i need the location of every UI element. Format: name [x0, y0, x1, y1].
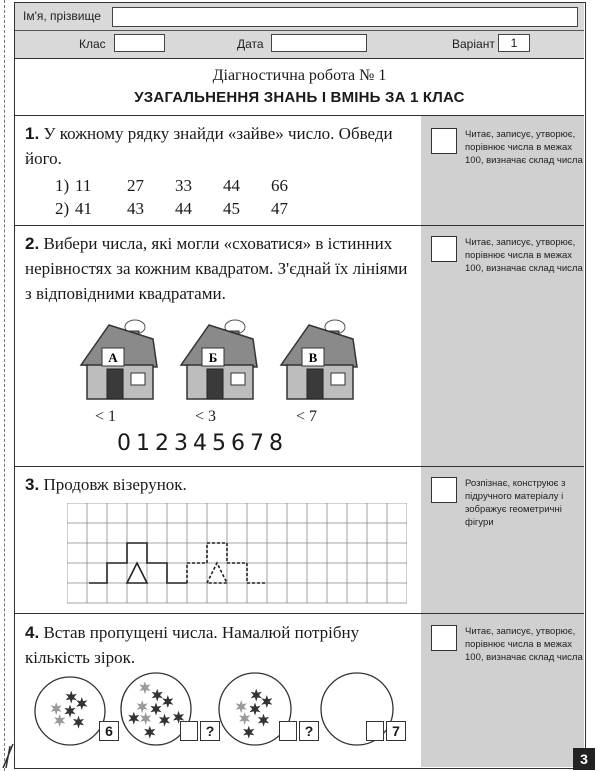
inequality-label: < 7 — [296, 408, 318, 425]
task-text: Встав пропущені числа. Намалюй потрібну кількість зірок. — [25, 623, 360, 667]
task-number: 2. — [25, 234, 40, 253]
star-circle — [33, 675, 107, 747]
cut-line — [4, 0, 6, 771]
house-icon — [273, 315, 363, 405]
assessment-checkbox[interactable] — [431, 625, 457, 651]
skill-text: Розпізнає, конструює з підручного матеріалу і зображує геометричні фігури — [465, 478, 566, 528]
task-number: 3. — [25, 475, 40, 494]
house-letter: Б — [208, 350, 218, 365]
variant-field[interactable]: 1 — [498, 34, 530, 52]
number-item[interactable]: 43 — [127, 199, 144, 218]
task-2 — [25, 231, 417, 306]
number-item[interactable]: 44 — [175, 199, 192, 218]
assessment-checkbox[interactable] — [431, 236, 457, 262]
date-field[interactable] — [271, 34, 367, 52]
digit-row[interactable]: 012345678 — [117, 431, 288, 456]
number-item[interactable]: 45 — [223, 199, 240, 218]
number-item[interactable]: 47 — [271, 199, 288, 218]
house-icon — [173, 315, 263, 405]
number-item[interactable]: 11 — [75, 176, 92, 195]
number-item[interactable]: 41 — [75, 199, 92, 218]
assessment-checkbox[interactable] — [431, 477, 457, 503]
inequality-label: < 3 — [195, 408, 217, 425]
task-text: Вибери числа, які могли «сховатися» в істинних нерівностях за кожним квадратом. З'єднай їх лініями з відповідними квадратами. — [25, 234, 408, 303]
work-subtitle: УЗАГАЛЬНЕННЯ ЗНАНЬ І ВМІНЬ ЗА 1 КЛАС — [134, 89, 465, 106]
skill-text: Читає, записує, утворює, порівнює числа в межах 100, визначає склад числа — [465, 129, 583, 166]
header — [15, 3, 584, 59]
number-item[interactable]: 27 — [127, 176, 144, 195]
house-icon — [73, 315, 163, 405]
skill-text: Читає, записує, утворює, порівнює числа в межах 100, визначає склад числа — [465, 626, 583, 663]
divider — [15, 115, 584, 116]
task-3 — [25, 472, 417, 497]
skill-text: Читає, записує, утворює, порівнює числа в межах 100, визначає склад числа — [465, 237, 583, 274]
task-number: 1. — [25, 124, 40, 143]
row-label: 1) — [55, 176, 70, 195]
name-label: Ім'я, прізвище — [23, 9, 101, 23]
row-label: 2) — [55, 199, 70, 218]
number-row-1 — [55, 176, 355, 198]
number-item[interactable]: 33 — [175, 176, 192, 195]
worksheet — [14, 2, 586, 769]
number-item[interactable]: 66 — [271, 176, 288, 195]
date-label: Дата — [237, 37, 264, 51]
skills-column — [421, 116, 584, 767]
variant-label: Варіант — [452, 37, 495, 51]
task-1 — [25, 121, 417, 171]
task-4 — [25, 620, 417, 670]
number-box[interactable]: 6 — [99, 721, 119, 741]
page-number: 3 — [573, 748, 595, 770]
inequality-label: < 1 — [95, 408, 117, 425]
class-label: Клас — [79, 37, 106, 51]
name-field[interactable] — [112, 7, 578, 27]
number-item[interactable]: 44 — [223, 176, 240, 195]
house-letter: А — [108, 350, 118, 365]
number-box[interactable] — [366, 721, 384, 741]
number-row-2 — [55, 199, 355, 221]
number-box[interactable]: 7 — [386, 721, 406, 741]
divider — [15, 225, 584, 226]
number-box[interactable]: ? — [200, 721, 220, 741]
divider — [15, 466, 584, 467]
number-box[interactable] — [279, 721, 297, 741]
task-text: Продовж візерунок. — [43, 475, 187, 494]
class-field[interactable] — [114, 34, 165, 52]
assessment-checkbox[interactable] — [431, 128, 457, 154]
number-box[interactable]: ? — [299, 721, 319, 741]
house-letter: В — [308, 350, 318, 365]
task-number: 4. — [25, 623, 40, 642]
task-text: У кожному рядку знайди «зайве» число. Обведи його. — [25, 124, 393, 168]
work-title: Діагностична робота № 1 — [212, 67, 387, 84]
pattern-grid[interactable] — [67, 503, 407, 605]
divider — [15, 613, 584, 614]
number-box[interactable] — [180, 721, 198, 741]
